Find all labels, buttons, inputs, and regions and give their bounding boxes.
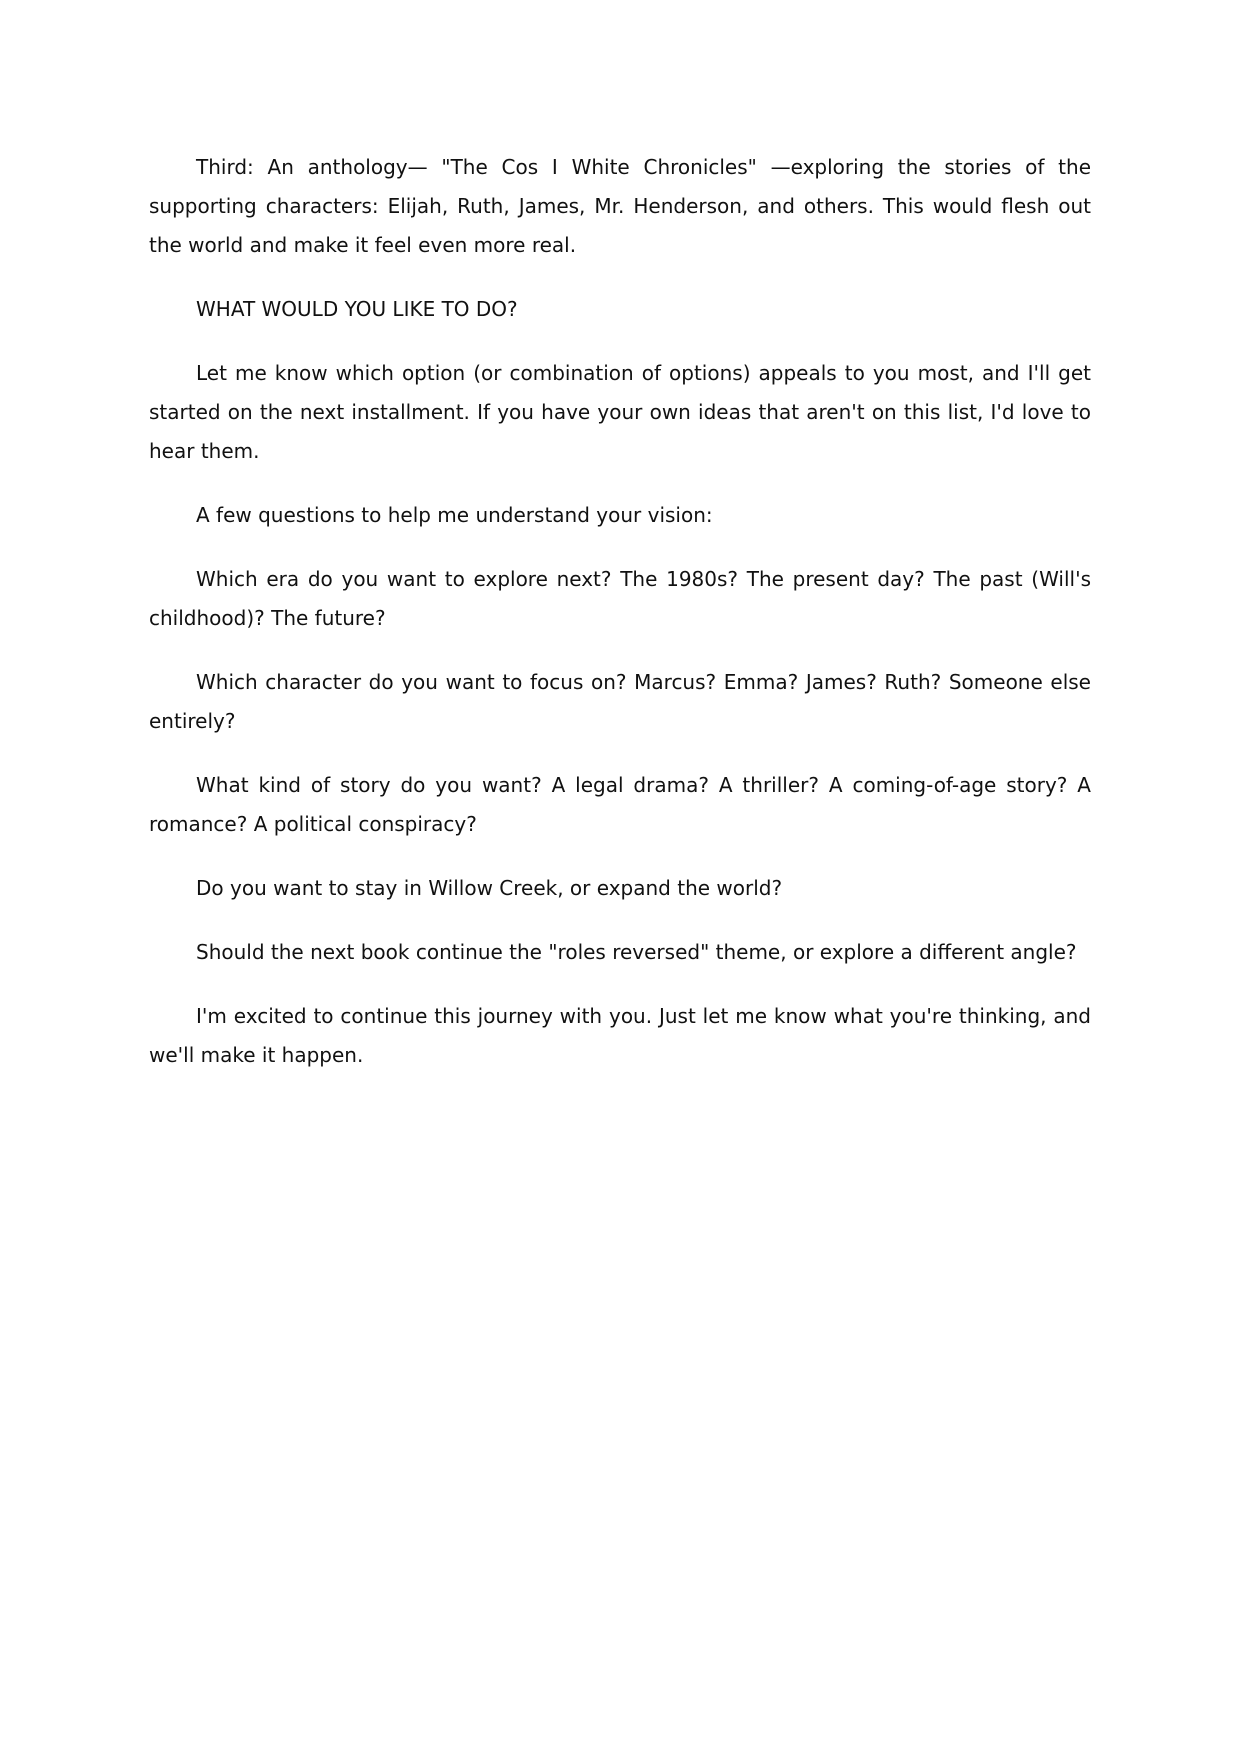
paragraph-anthology-option: Third: An anthology— "The Cos I White Chronicles" —exploring the stories of the supporting characters: Elijah, Ruth, James, Mr. Henderson, and others. This would flesh out the world and make it feel even more real. <box>149 155 1091 257</box>
paragraph-heading-what-would-you-like: WHAT WOULD YOU LIKE TO DO? <box>196 297 518 321</box>
paragraph-questions-intro: A few questions to help me understand your vision: <box>196 503 713 527</box>
paragraph-question-character: Which character do you want to focus on? Marcus? Emma? James? Ruth? Someone else entirely? <box>149 670 1091 733</box>
paragraph-question-story-kind: What kind of story do you want? A legal drama? A thriller? A coming-of-age story? A romance? A political conspiracy? <box>149 773 1091 836</box>
paragraph-question-setting: Do you want to stay in Willow Creek, or expand the world? <box>196 876 783 900</box>
paragraph-closing: I'm excited to continue this journey with you. Just let me know what you're thinking, and we'll make it happen. <box>149 1004 1091 1067</box>
paragraph-let-me-know: Let me know which option (or combination of options) appeals to you most, and I'll get started on the next installment. If you have your own ideas that aren't on this list, I'd love to hear them. <box>149 361 1091 463</box>
paragraph-question-era: Which era do you want to explore next? The 1980s? The present day? The past (Will's childhood)? The future? <box>149 567 1091 630</box>
paragraph-question-theme: Should the next book continue the "roles reversed" theme, or explore a different angle? <box>196 940 1077 964</box>
